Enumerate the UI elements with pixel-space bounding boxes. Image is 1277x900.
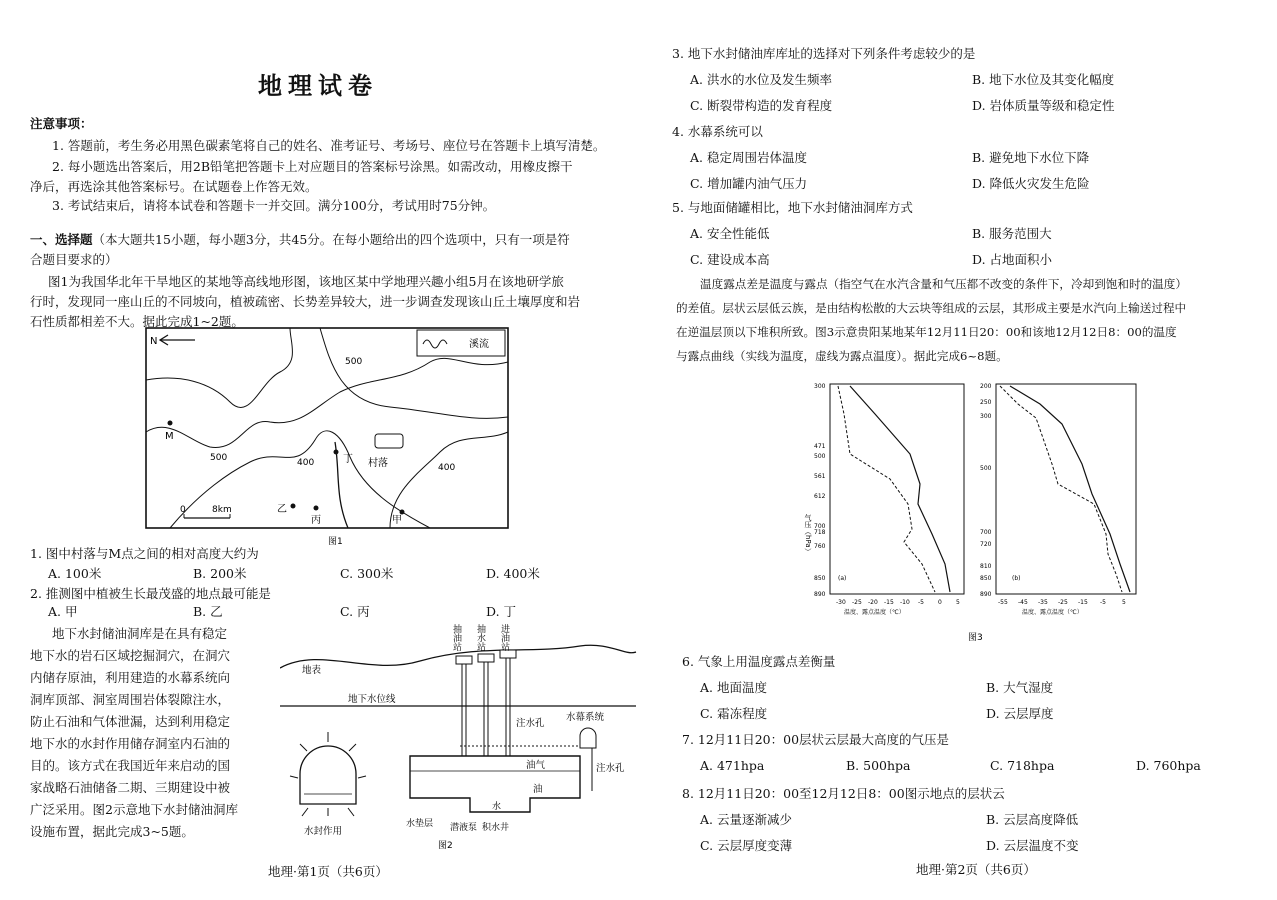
- question-7-option-a[interactable]: A. 471hpa: [700, 758, 765, 773]
- question-6-option-b[interactable]: B. 大气湿度: [986, 680, 1054, 695]
- contour-label: 500: [345, 357, 363, 367]
- svg-text:-5: -5: [1100, 599, 1106, 606]
- svg-text:-20: -20: [868, 599, 878, 606]
- water-curtain-tunnel-icon: [580, 728, 596, 748]
- question-1-option-c[interactable]: C. 300米: [340, 566, 394, 581]
- intro2-line: 地下水的岩石区域挖掘洞穴，在洞穴: [30, 648, 231, 663]
- point-label: 乙: [277, 504, 287, 515]
- figure-caption: 图2: [438, 841, 453, 851]
- question-2-option-d[interactable]: D. 丁: [486, 604, 517, 619]
- question-4-option-a[interactable]: A. 稳定周围岩体温度: [690, 150, 807, 165]
- point-m-marker: [168, 421, 173, 426]
- svg-text:890: 890: [814, 591, 826, 598]
- svg-text:700: 700: [980, 529, 992, 536]
- legend-label: 溪流: [469, 339, 489, 350]
- diagram-label: 积水井: [482, 823, 510, 833]
- chart-a-x-label: 温度、露点温度（℃）: [844, 609, 905, 616]
- svg-text:5: 5: [1122, 599, 1126, 606]
- intro3-line: 在逆温层顶以下堆积所致。图3示意贵阳某地某年12月11日20：00和该地12月12日8：00的温度: [676, 325, 1177, 339]
- chart-b-x-ticks: [998, 599, 1126, 606]
- diagram-label: 水: [492, 802, 502, 812]
- chart-a-dewpoint-line: [838, 386, 935, 592]
- svg-text:300: 300: [814, 383, 826, 390]
- inlet-oil-station-icon: [500, 650, 516, 658]
- svg-text:-5: -5: [918, 599, 924, 606]
- question-5-stem: 5. 与地面储罐相比，地下水封储油洞库方式: [672, 200, 913, 215]
- diagram-label: 抽油站: [451, 624, 461, 651]
- question-7-option-d[interactable]: D. 760hpa: [1136, 758, 1201, 773]
- point-label: M: [165, 431, 174, 442]
- svg-text:-10: -10: [900, 599, 910, 606]
- question-2-stem: 2. 推测图中植被生长最茂盛的地点最可能是: [30, 586, 271, 601]
- point-ding-marker: [334, 450, 339, 455]
- svg-text:-35: -35: [1038, 599, 1048, 606]
- question-6-stem: 6. 气象上用温度露点差衡量: [682, 654, 836, 669]
- chart-b-tag: (b): [1012, 575, 1021, 582]
- svg-text:-15: -15: [1078, 599, 1088, 606]
- pump-oil-station-icon: [456, 656, 472, 664]
- intro2-line: 内储存原油，利用建造的水幕系统向: [30, 670, 231, 685]
- water-seal-cavern-icon: [300, 746, 356, 804]
- diagram-label: 地表: [302, 665, 322, 676]
- figure-caption: 图3: [968, 633, 983, 643]
- section-title: 一、选择题: [30, 232, 93, 247]
- intro3-line: 与露点曲线（实线为温度，虚线为露点温度）。据此完成6~8题。: [676, 349, 1008, 363]
- svg-text:-30: -30: [836, 599, 846, 606]
- diagram-label: 注水孔: [596, 763, 625, 774]
- point-label: 丁: [343, 454, 353, 465]
- svg-text:890: 890: [980, 591, 992, 598]
- question-7-stem: 7. 12月11日20：00层状云层最大高度的气压是: [682, 732, 950, 747]
- intro2-line: 防止石油和气体泄漏，达到利用稳定: [30, 714, 231, 729]
- question-5-option-a[interactable]: A. 安全性能低: [690, 226, 770, 241]
- intro-line: 石性质都相差不大。据此完成1~2题。: [30, 314, 244, 329]
- svg-text:561: 561: [814, 473, 826, 480]
- pump-water-station-icon: [478, 654, 494, 662]
- map-frame: [146, 328, 508, 528]
- question-4-option-d[interactable]: D. 降低火灾发生危险: [972, 176, 1090, 191]
- contour-line: [146, 358, 508, 447]
- contour-line: [390, 432, 508, 528]
- chart-a-temperature-line: [850, 386, 950, 592]
- figure-3-temperature-dewpoint-charts: [800, 374, 1170, 644]
- svg-text:250: 250: [980, 399, 992, 406]
- svg-text:700: 700: [814, 523, 826, 530]
- question-8-option-a[interactable]: A. 云量逐渐减少: [700, 812, 792, 827]
- intro2-line: 目的。该方式在我国近年来启动的国: [30, 758, 231, 773]
- point-label: 甲: [392, 515, 402, 526]
- diagram-label: 水垫层: [406, 819, 434, 829]
- question-3-option-a[interactable]: A. 洪水的水位及发生频率: [690, 72, 832, 87]
- point-jia-marker: [400, 510, 405, 515]
- question-3-stem: 3. 地下水封储油库库址的选择对下列条件考虑较少的是: [672, 46, 976, 61]
- svg-text:471: 471: [814, 443, 826, 450]
- diagram-label: 地下水位线: [348, 694, 396, 705]
- question-1-option-a[interactable]: A. 100米: [48, 566, 102, 581]
- question-2-option-a[interactable]: A. 甲: [48, 604, 78, 619]
- question-8-option-b[interactable]: B. 云层高度降低: [986, 812, 1079, 827]
- diagram-label: 油: [533, 784, 543, 795]
- svg-text:0: 0: [938, 599, 942, 606]
- diagram-label: 水封作用: [304, 826, 343, 837]
- notice-line: 2. 每小题选出答案后，用2B铅笔把答题卡上对应题目的答案标号涂黑。如需改动，用橡皮擦干: [52, 159, 573, 174]
- contour-label: 500: [210, 453, 228, 463]
- intro2-line: 广泛采用。图2示意地下水封储油洞库: [30, 802, 238, 817]
- intro2-line: 家战略石油储备二期、三期建设中被: [30, 780, 231, 795]
- svg-text:718: 718: [814, 529, 826, 536]
- notice-line: 1. 答题前，考生务必用黑色碳素笔将自己的姓名、准考证号、考场号、座位号在答题卡上填写清楚。: [52, 138, 606, 153]
- page-footer: 地理·第2页（共6页）: [916, 862, 1036, 877]
- intro2-line: 洞库顶部、洞室周围岩体裂隙注水，: [30, 692, 231, 707]
- point-label: 丙: [311, 515, 321, 526]
- svg-text:850: 850: [980, 575, 992, 582]
- figure-caption: 图1: [328, 537, 343, 547]
- point-yi-marker: [291, 504, 296, 509]
- point-label: 村落: [368, 458, 388, 469]
- svg-text:760: 760: [814, 543, 826, 550]
- north-label: N: [150, 336, 158, 347]
- svg-text:-25: -25: [852, 599, 862, 606]
- question-4-option-c[interactable]: C. 增加罐内油气压力: [690, 176, 808, 191]
- question-3-option-b[interactable]: B. 地下水位及其变化幅度: [972, 72, 1115, 87]
- question-1-option-d[interactable]: D. 400米: [486, 566, 540, 581]
- diagram-label: 进油站: [499, 624, 509, 651]
- chart-a-y-ticks: [814, 383, 826, 598]
- question-5-option-d[interactable]: D. 占地面积小: [972, 252, 1053, 267]
- question-5-option-c[interactable]: C. 建设成本高: [690, 252, 770, 267]
- contour-label: 400: [438, 463, 456, 473]
- question-4-option-b[interactable]: B. 避免地下水位下降: [972, 150, 1090, 165]
- svg-text:-25: -25: [1058, 599, 1068, 606]
- diagram-label: 抽水站: [475, 624, 485, 651]
- question-2-option-b[interactable]: B. 乙: [193, 604, 223, 619]
- svg-text:810: 810: [980, 563, 992, 570]
- svg-text:850: 850: [814, 575, 826, 582]
- question-6-option-c[interactable]: C. 霜冻程度: [700, 706, 768, 721]
- intro2-line: 地下水封储油洞库是在具有稳定: [52, 626, 228, 641]
- section-desc: （本大题共15小题，每小题3分，共45分。在每小题给出的四个选项中，只有一项是符: [92, 232, 570, 247]
- figure-2-oil-storage-diagram: [280, 616, 640, 854]
- svg-text:200: 200: [980, 383, 992, 390]
- point-bing-marker: [314, 506, 319, 511]
- svg-text:612: 612: [814, 493, 826, 500]
- svg-text:500: 500: [980, 465, 992, 472]
- contour-label: 400: [297, 458, 315, 468]
- diagram-label: 油气: [526, 760, 546, 771]
- question-4-stem: 4. 水幕系统可以: [672, 124, 763, 139]
- chart-b-temperature-line: [1010, 386, 1130, 592]
- section-desc-2: 合题目要求的）: [30, 252, 118, 267]
- question-7-option-b[interactable]: B. 500hpa: [846, 758, 911, 773]
- question-1-stem: 1. 图中村落与M点之间的相对高度大约为: [30, 546, 259, 561]
- question-5-option-b[interactable]: B. 服务范围大: [972, 226, 1052, 241]
- page-title: 地理试卷: [258, 71, 378, 100]
- question-1-option-b[interactable]: B. 200米: [193, 566, 247, 581]
- svg-text:500: 500: [814, 453, 826, 460]
- svg-text:-45: -45: [1018, 599, 1028, 606]
- figure-1-contour-map: [140, 322, 520, 552]
- question-2-option-c[interactable]: C. 丙: [340, 604, 370, 619]
- notice-heading: 注意事项：: [30, 116, 93, 131]
- svg-text:-55: -55: [998, 599, 1008, 606]
- question-3-option-c[interactable]: C. 断裂带构造的发育程度: [690, 98, 833, 113]
- question-6-option-a[interactable]: A. 地面温度: [700, 680, 767, 695]
- notice-line: 净后，再选涂其他答案标号。在试题卷上作答无效。: [30, 179, 318, 194]
- question-3-option-d[interactable]: D. 岩体质量等级和稳定性: [972, 98, 1115, 113]
- page-footer: 地理·第1页（共6页）: [268, 864, 388, 879]
- village-marker: [375, 434, 403, 448]
- question-8-stem: 8. 12月11日20：00至12月12日8：00图示地点的层状云: [682, 786, 1005, 801]
- chart-b-x-label: 温度、露点温度（℃）: [1022, 609, 1083, 616]
- svg-text:5: 5: [956, 599, 960, 606]
- scale-label: 8km: [212, 505, 232, 515]
- chart-a-tag: (a): [838, 575, 847, 582]
- chart-a-x-ticks: [836, 599, 960, 606]
- intro-line: 行时，发现同一座山丘的不同坡向，植被疏密、长势差异较大，进一步调查发现该山丘土壤厚度和岩: [30, 294, 581, 309]
- diagram-label: 注水孔: [516, 718, 545, 729]
- contour-line: [170, 431, 430, 528]
- question-8-option-c[interactable]: C. 云层厚度变薄: [700, 838, 793, 853]
- question-7-option-c[interactable]: C. 718hpa: [990, 758, 1055, 773]
- intro3-line: 的差值。层状云层低云族，是由结构松散的大云块等组成的云层，其形成主要是水汽向上输送过程中: [676, 301, 1187, 315]
- intro2-line: 地下水的水封作用储存洞室内石油的: [30, 736, 231, 751]
- svg-text:720: 720: [980, 541, 992, 548]
- svg-text:-15: -15: [884, 599, 894, 606]
- scale-label: 0: [180, 505, 186, 515]
- svg-text:300: 300: [980, 413, 992, 420]
- section-heading: [30, 230, 570, 248]
- chart-b-dewpoint-line: [1000, 386, 1122, 592]
- question-6-option-d[interactable]: D. 云层厚度: [986, 706, 1054, 721]
- question-8-option-d[interactable]: D. 云层温度不变: [986, 838, 1079, 853]
- notice-line: 3. 考试结束后，请将本试卷和答题卡一并交回。满分100分，考试用时75分钟。: [52, 198, 496, 213]
- diagram-label: 潜液泵: [450, 823, 478, 833]
- y-axis-label: 气压（hPa）: [804, 514, 812, 555]
- intro2-line: 设施布置，据此完成3~5题。: [30, 824, 194, 839]
- diagram-label: 水幕系统: [566, 712, 605, 723]
- intro3-line: 温度露点差是温度与露点（指空气在水汽含量和气压都不改变的条件下，冷却到饱和时的温度）: [700, 277, 1187, 291]
- intro-line: 图1为我国华北年干旱地区的某地等高线地形图，该地区某中学地理兴趣小组5月在该地研学旅: [48, 274, 564, 289]
- chart-b-y-ticks: [980, 383, 992, 598]
